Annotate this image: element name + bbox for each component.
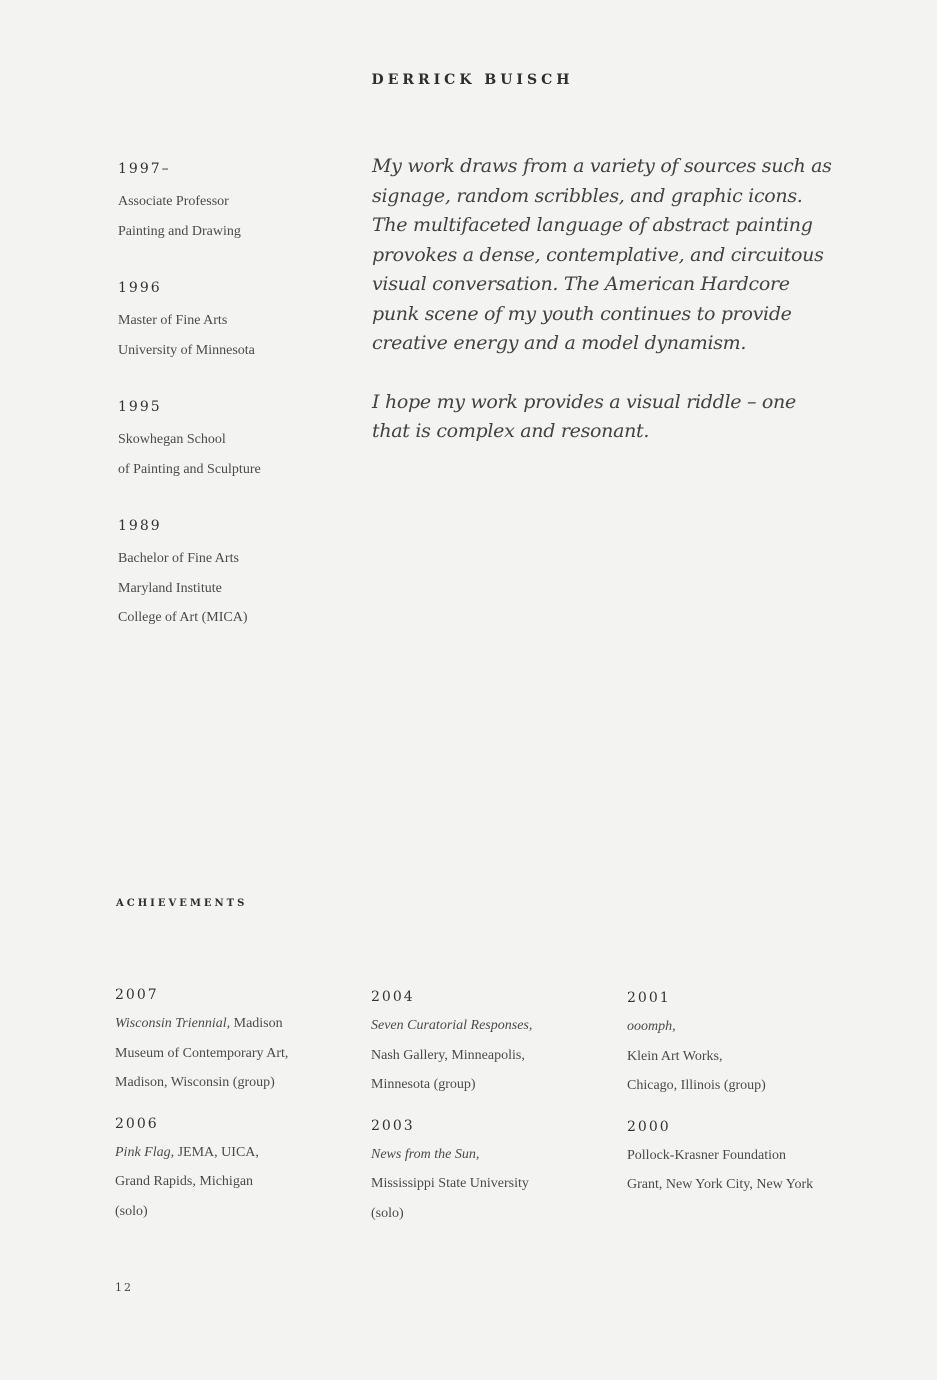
education-year: 1997– <box>118 161 171 177</box>
education-entry <box>118 514 348 633</box>
education-line: Painting and Drawing <box>118 223 241 239</box>
achievement-line: Minnesota (group) <box>371 1077 476 1092</box>
achievement-title-line <box>371 1140 611 1170</box>
education-line: Maryland Institute <box>118 580 222 596</box>
education-line: University of Minnesota <box>118 342 255 358</box>
achievement-year: 2007 <box>115 987 159 1003</box>
achievement-title-line <box>115 1009 355 1039</box>
achievement-year: 2006 <box>115 1115 159 1132</box>
education-entry <box>118 395 348 484</box>
education-entry <box>118 276 348 365</box>
education-line: Master of Fine Arts <box>118 313 228 328</box>
achievement-entry <box>371 987 611 1100</box>
statement-paragraph: I hope my work provides a visual riddle – one that is complex and resonant. <box>372 390 796 442</box>
education-line: College of Art (MICA) <box>118 610 248 625</box>
education-line: Skowhegan School <box>118 432 226 447</box>
achievement-title-rest: Pollock-Krasner Foundation <box>627 1147 787 1163</box>
education-column <box>118 157 348 663</box>
achievement-title: News from the Sun, <box>371 1146 480 1162</box>
education-year: 1995 <box>118 399 162 415</box>
education-line: of Painting and Sculpture <box>118 461 261 477</box>
achievement-line: Madison, Wisconsin (group) <box>115 1075 275 1090</box>
achievement-year: 2000 <box>627 1118 671 1135</box>
achievements-heading: ACHIEVEMENTS <box>116 898 248 909</box>
education-year: 1996 <box>118 280 162 296</box>
achievement-line: (solo) <box>371 1205 404 1221</box>
achievement-line: Grant, New York City, New York <box>627 1177 814 1192</box>
achievement-entry <box>115 985 355 1098</box>
achievement-title-line <box>371 1011 611 1041</box>
achievement-year: 2001 <box>627 990 671 1006</box>
achievement-year: 2003 <box>371 1117 415 1134</box>
achievement-entry <box>115 1114 355 1227</box>
achievement-line: Mississippi State University <box>371 1176 529 1191</box>
artist-statement <box>372 152 832 476</box>
achievement-title-rest: JEMA, UICA, <box>174 1144 259 1160</box>
achievements-column <box>627 988 867 1216</box>
education-year: 1989 <box>118 518 162 534</box>
achievement-title-line <box>627 1141 867 1171</box>
achievement-title: Pink Flag, <box>115 1144 175 1160</box>
achievement-line: Grand Rapids, Michigan <box>115 1174 254 1189</box>
achievement-title: Wisconsin Triennial, <box>115 1016 231 1031</box>
education-line: Associate Professor <box>118 194 229 209</box>
achievement-year: 2004 <box>371 989 415 1005</box>
achievement-entry <box>627 1117 867 1200</box>
achievement-title-rest: Madison <box>230 1016 283 1031</box>
achievement-title: Seven Curatorial Responses, <box>371 1018 533 1033</box>
page-title: DERRICK BUISCH <box>371 72 574 88</box>
achievement-line: (solo) <box>115 1203 148 1219</box>
education-entry <box>118 157 348 246</box>
achievement-line: Klein Art Works, <box>627 1048 723 1064</box>
education-line: Bachelor of Fine Arts <box>118 551 239 566</box>
achievement-line: Chicago, Illinois (group) <box>627 1078 766 1093</box>
page-number: 12 <box>115 1281 133 1294</box>
achievements-column <box>115 985 355 1242</box>
achievement-entry <box>627 988 867 1101</box>
achievement-line: Nash Gallery, Minneapolis, <box>371 1047 525 1063</box>
achievement-title-line <box>627 1012 867 1042</box>
achievement-line: Museum of Contemporary Art, <box>115 1045 289 1061</box>
achievement-title-line <box>115 1138 355 1168</box>
achievement-entry <box>371 1116 611 1229</box>
achievement-title: ooomph, <box>627 1019 676 1034</box>
achievements-column <box>371 987 611 1244</box>
statement-paragraph: My work draws from a variety of sources such as signage, random scribbles, and graphic icons. The multifaceted language of abstract painting provokes a dense, contemplative, and circuitous visual conversation. The American Hardcore punk scene of my youth continues to provide creative energy and a model dynamism. <box>372 155 832 354</box>
